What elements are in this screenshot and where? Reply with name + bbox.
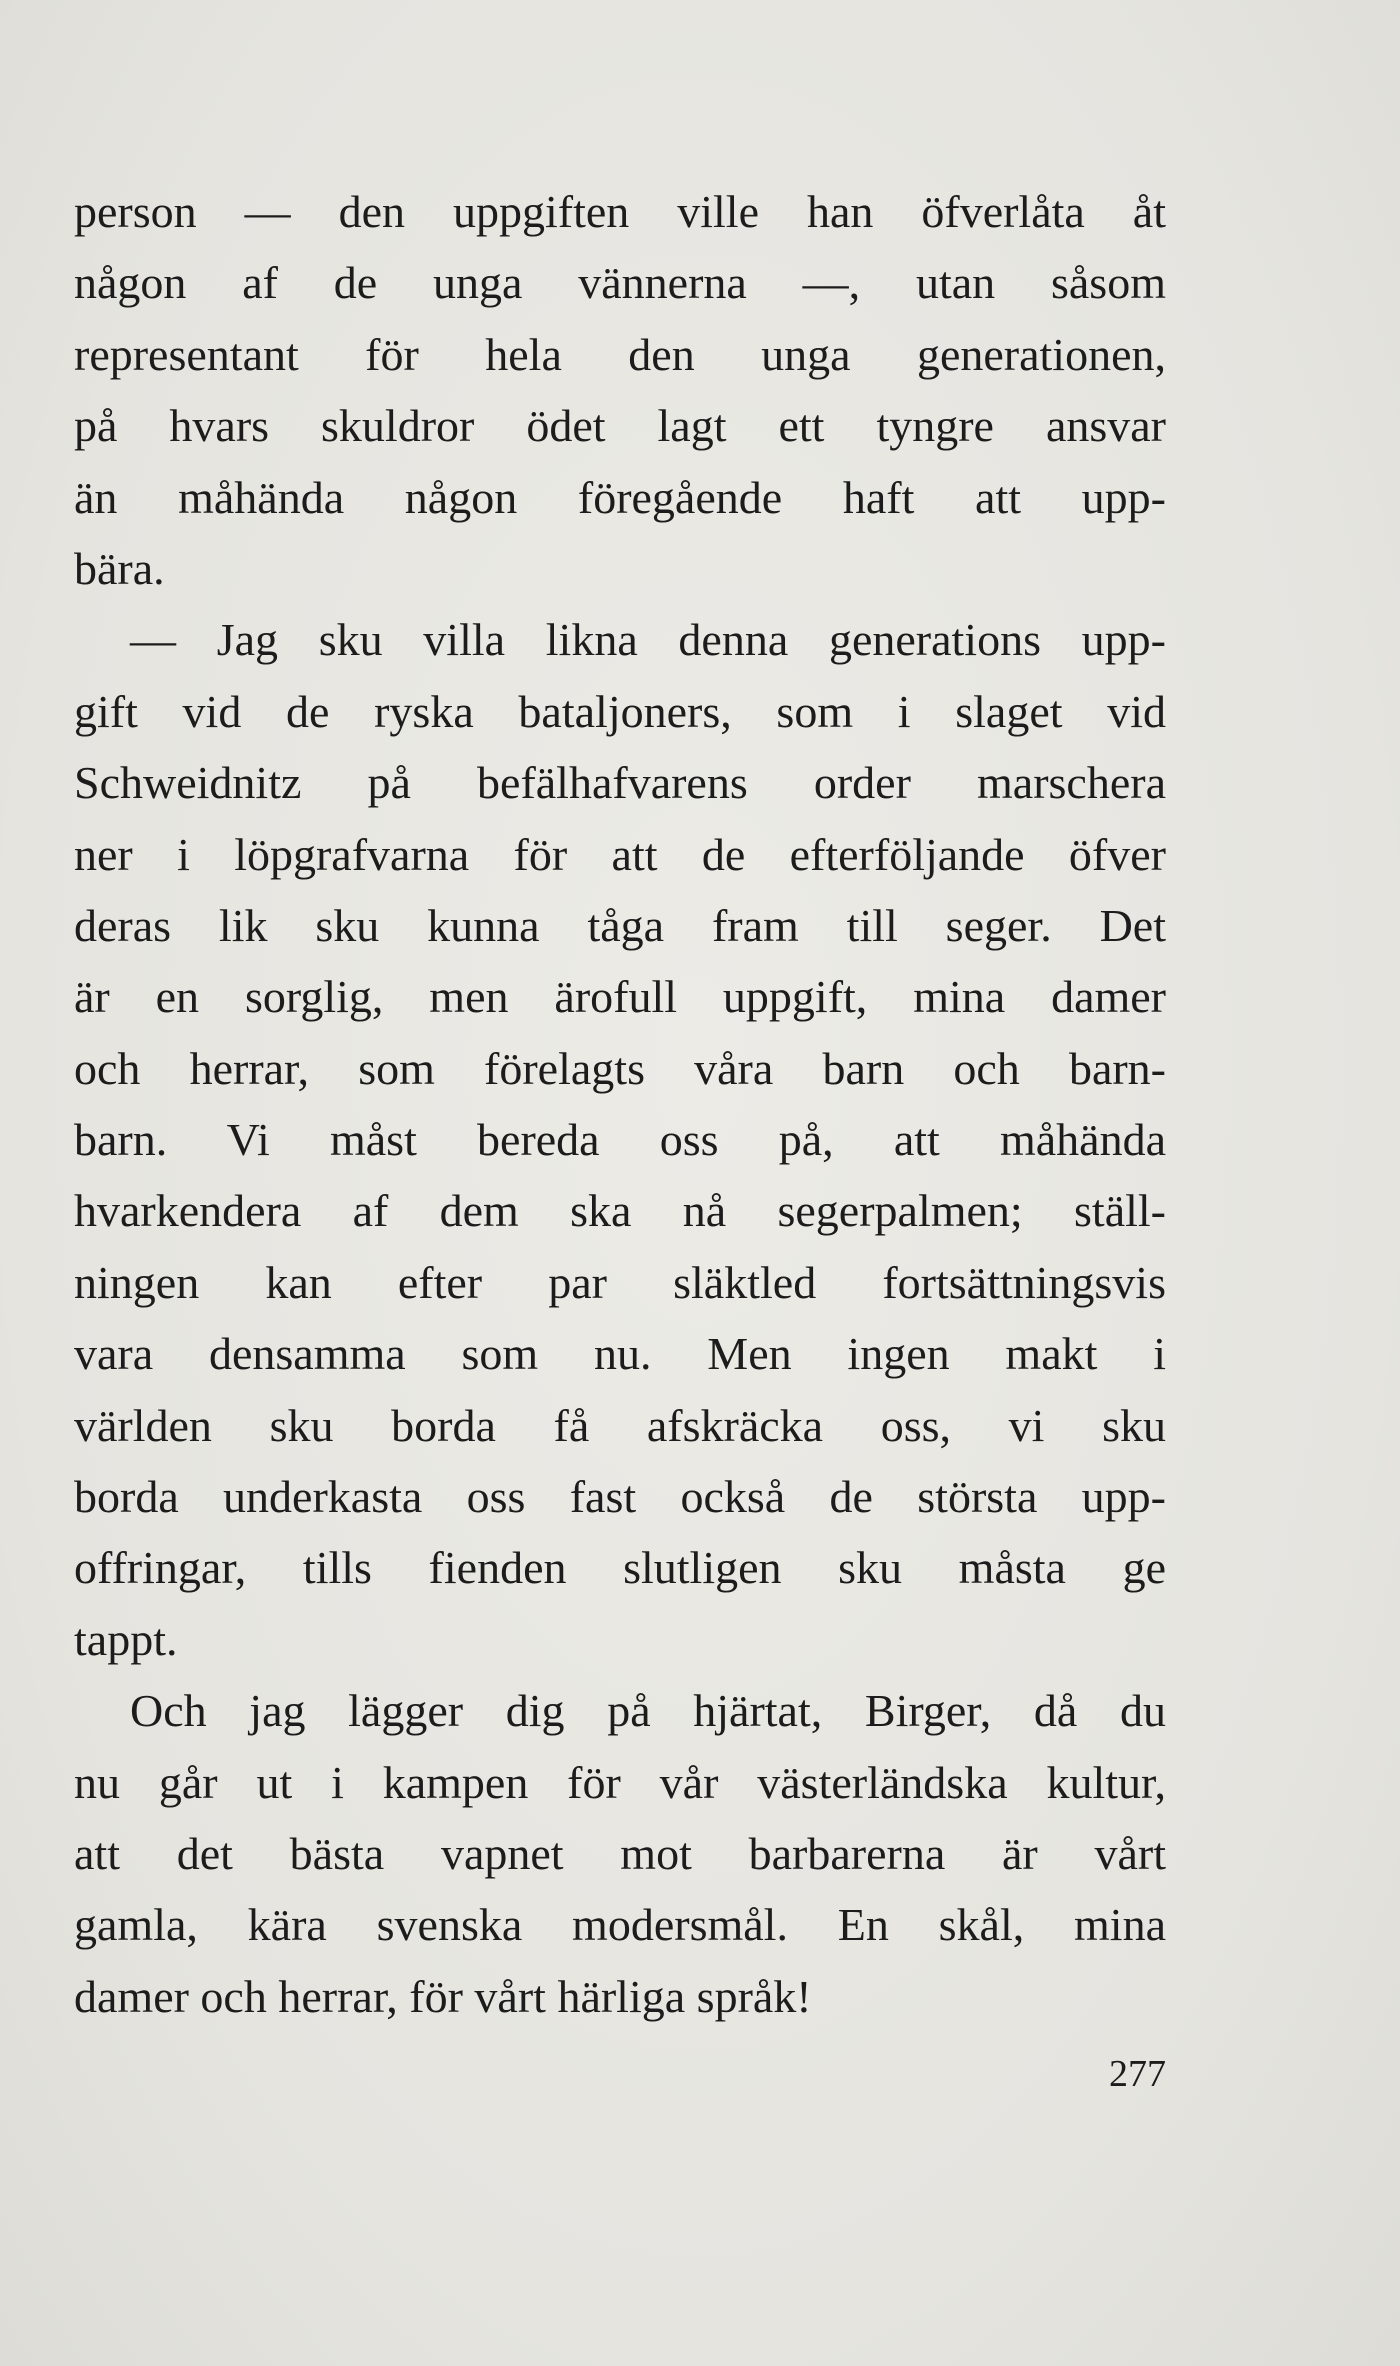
- paragraph: [74, 1675, 1166, 2032]
- text-line: ningen kan efter par släktled fortsättningsvis: [74, 1256, 1166, 1308]
- text-line: någon af de unga vännerna —, utan såsom: [74, 257, 1166, 309]
- text-line: representant för hela den unga generationen,: [74, 328, 1166, 380]
- text-line: ner i löpgrafvarna för att de efterföljande öfver: [74, 828, 1166, 880]
- text-line: deras lik sku kunna tåga fram till seger. Det: [74, 899, 1166, 951]
- paragraph: [74, 176, 1166, 604]
- text-line: att det bästa vapnet mot barbarerna är vårt: [74, 1827, 1166, 1879]
- text-line: världen sku borda få afskräcka oss, vi sku: [74, 1399, 1166, 1451]
- text-line: nu går ut i kampen för vår västerländska kultur,: [74, 1756, 1166, 1808]
- text-line: damer och herrar, för vårt härliga språk!: [74, 1970, 812, 2022]
- text-line: person — den uppgiften ville han öfverlåta åt: [74, 186, 1166, 237]
- text-line: gift vid de ryska bataljoners, som i slaget vid: [74, 685, 1166, 737]
- text-line: gamla, kära svenska modersmål. En skål, mina: [74, 1899, 1166, 1951]
- text-line: vara densamma som nu. Men ingen makt i: [74, 1328, 1166, 1380]
- text-line: än måhända någon föregående haft att upp-: [74, 471, 1166, 523]
- text-line: Schweidnitz på befälhafvarens order marschera: [74, 757, 1166, 809]
- text-line: offringar, tills fienden slutligen sku måsta ge: [74, 1542, 1166, 1594]
- paragraph: [74, 604, 1166, 1675]
- text-line: är en sorglig, men ärofull uppgift, mina damer: [74, 971, 1166, 1023]
- page-number: 277: [1109, 2053, 1166, 2095]
- text-line: borda underkasta oss fast också de största upp-: [74, 1471, 1166, 1523]
- text-line: tappt.: [74, 1613, 178, 1665]
- text-line: på hvars skuldror ödet lagt ett tyngre ansvar: [74, 400, 1166, 452]
- text-line: hvarkendera af dem ska nå segerpalmen; ställ-: [74, 1185, 1166, 1237]
- text-line: barn. Vi måst bereda oss på, att måhända: [74, 1114, 1166, 1166]
- text-line: och herrar, som förelagts våra barn och barn-: [74, 1042, 1166, 1094]
- text-line: Och jag lägger dig på hjärtat, Birger, då du: [130, 1685, 1166, 1737]
- text-line: bära.: [74, 542, 165, 594]
- body-text: [74, 176, 1166, 2032]
- text-line: — Jag sku villa likna denna generations upp-: [130, 614, 1166, 666]
